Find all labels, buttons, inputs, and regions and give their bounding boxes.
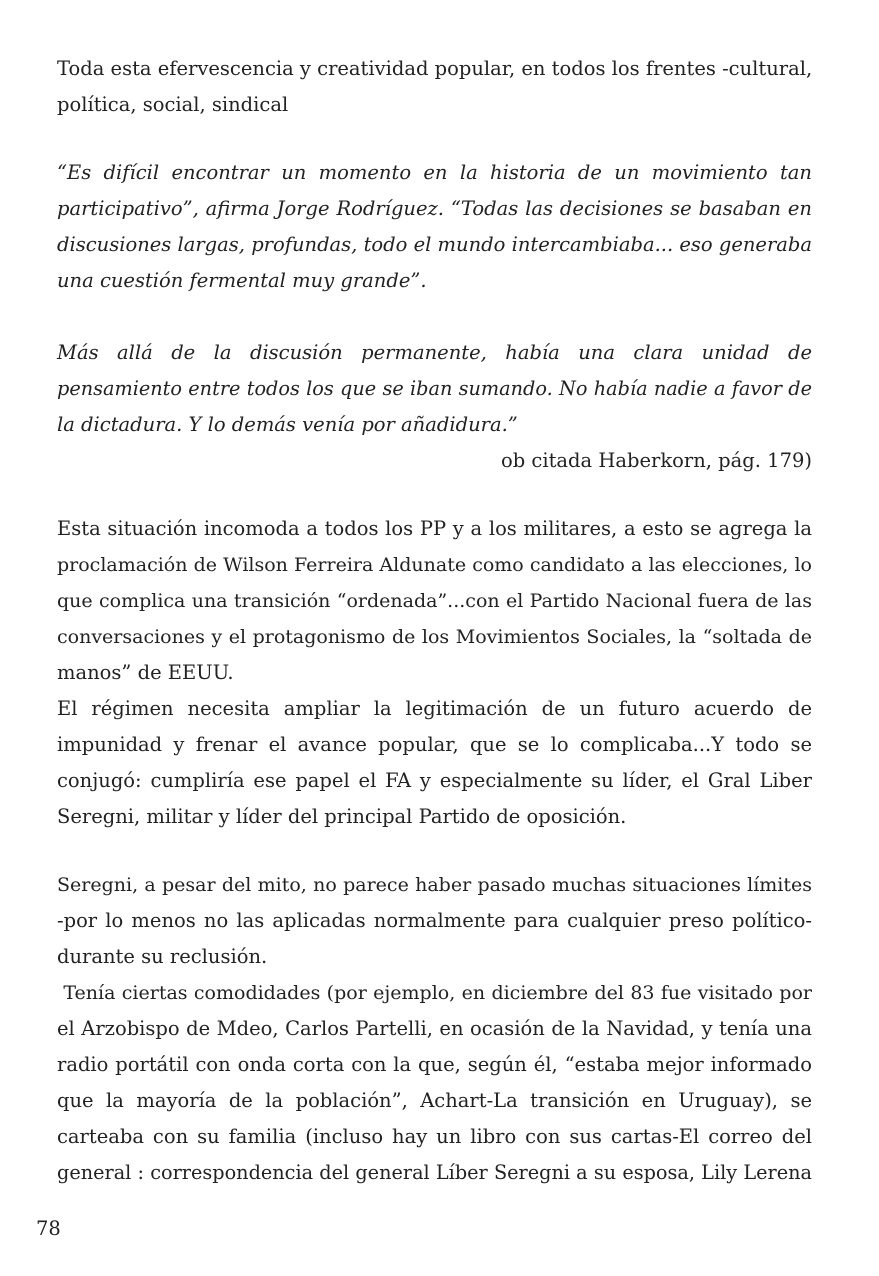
quote-unidad [57, 335, 812, 443]
paragraph-comodidades [57, 975, 812, 1191]
text-line: conjugó: cumpliría ese papel el FA y especialmente su líder, el Gral Liber [57, 769, 812, 792]
text-line: “Es difícil encontrar un momento en la historia de un movimiento tan [57, 161, 812, 184]
text-line: carteaba con su familia (incluso hay un libro con sus cartas-El correo del [57, 1125, 812, 1148]
text-line: Seregni, a pesar del mito, no parece haber pasado muchas situaciones límites [57, 874, 812, 896]
text-line: El régimen necesita ampliar la legitimación de un futuro acuerdo de [57, 697, 812, 720]
text-line: participativo”, afirma Jorge Rodríguez. “Todas las decisiones se basaban en [57, 197, 812, 220]
text-line: Más allá de la discusión permanente, había una clara unidad de [57, 341, 812, 364]
citation-block [57, 443, 812, 479]
text-line: una cuestión fermental muy grande”. [57, 269, 427, 292]
quote-rodriguez [57, 155, 812, 299]
text-line: Toda esta efervescencia y creatividad popular, en todos los frentes -cultural, [57, 57, 813, 80]
page-number: 78 [36, 1217, 61, 1240]
paragraph-regimen [57, 691, 812, 835]
paragraph-situacion [57, 511, 812, 691]
citation: ob citada Haberkorn, pág. 179) [501, 449, 812, 472]
text-line: general : correspondencia del general Líber Seregni a su esposa, Lily Lerena [57, 1161, 812, 1184]
text-line: la dictadura. Y lo demás venía por añadidura.” [57, 413, 518, 436]
text-line: pensamiento entre todos los que se iban sumando. No había nadie a favor de [57, 377, 812, 400]
text-line: que la mayoría de la población”, Achart-La transición en Uruguay), se [57, 1089, 812, 1112]
text-line: manos” de EEUU. [57, 661, 234, 684]
text-line: impunidad y frenar el avance popular, que se lo complicaba...Y todo se [57, 733, 812, 756]
text-line: durante su reclusión. [57, 945, 268, 968]
text-line: que complica una transición “ordenada”...con el Partido Nacional fuera de las [57, 590, 812, 612]
text-line: el Arzobispo de Mdeo, Carlos Partelli, en ocasión de la Navidad, y tenía una [57, 1017, 812, 1040]
text-line: Tenía ciertas comodidades (por ejemplo, en diciembre del 83 fue visitado por [57, 982, 812, 1004]
paragraph-seregni [57, 867, 812, 975]
text-line: proclamación de Wilson Ferreira Aldunate como candidato a las elecciones, lo [57, 554, 812, 576]
text-line: radio portátil con onda corta con la que, según él, “estaba mejor informado [57, 1053, 812, 1076]
paragraph-intro [57, 51, 812, 123]
text-line: conversaciones y el protagonismo de los Movimientos Sociales, la “soltada de [57, 626, 812, 648]
text-line: Esta situación incomoda a todos los PP y a los militares, a esto se agrega la [57, 517, 812, 540]
text-line: discusiones largas, profundas, todo el mundo intercambiaba... eso generaba [57, 233, 813, 256]
text-line: Seregni, militar y líder del principal Partido de oposición. [57, 805, 627, 828]
text-line: política, social, sindical [57, 93, 289, 116]
text-line: -por lo menos no las aplicadas normalmente para cualquier preso político- [57, 909, 812, 932]
